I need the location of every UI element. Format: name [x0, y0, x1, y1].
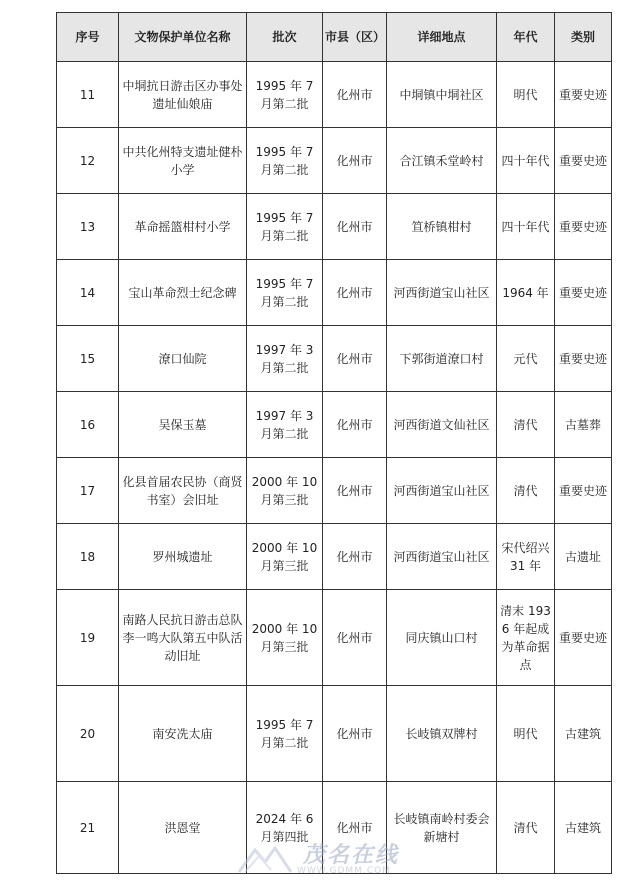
table-row — [57, 326, 612, 392]
table-row — [57, 392, 612, 458]
cell-city: 化州市 — [323, 782, 387, 874]
cell-location: 长岐镇双牌村 — [387, 686, 497, 782]
cell-batch: 1997 年 3 月第二批 — [247, 392, 323, 458]
cell-category: 重要史迹 — [555, 194, 612, 260]
table-row — [57, 590, 612, 686]
cell-era: 明代 — [497, 686, 555, 782]
cell-no: 13 — [57, 194, 119, 260]
cell-name: 罗州城遗址 — [119, 524, 247, 590]
cell-no: 17 — [57, 458, 119, 524]
cell-category: 重要史迹 — [555, 590, 612, 686]
cell-no: 15 — [57, 326, 119, 392]
cell-name: 洪恩堂 — [119, 782, 247, 874]
cell-era: 清末 1936 年起成为革命据点 — [497, 590, 555, 686]
table-row — [57, 458, 612, 524]
cell-no: 18 — [57, 524, 119, 590]
cell-city: 化州市 — [323, 260, 387, 326]
cell-name: 中垌抗日游击区办事处遗址仙娘庙 — [119, 62, 247, 128]
watermark-url: WWW.GDMM.COM — [297, 866, 391, 876]
header-location: 详细地点 — [387, 13, 497, 62]
cell-city: 化州市 — [323, 686, 387, 782]
cell-no: 20 — [57, 686, 119, 782]
cell-era: 清代 — [497, 782, 555, 874]
cell-name: 吴保玉墓 — [119, 392, 247, 458]
cell-category: 古建筑 — [555, 686, 612, 782]
cell-location: 河西街道宝山社区 — [387, 458, 497, 524]
cell-batch: 1995 年 7 月第二批 — [247, 686, 323, 782]
cell-location: 长岐镇南岭村委会新塘村 — [387, 782, 497, 874]
cell-name: 中共化州特支遗址健朴小学 — [119, 128, 247, 194]
cell-category: 重要史迹 — [555, 326, 612, 392]
cell-category: 重要史迹 — [555, 260, 612, 326]
header-no: 序号 — [57, 13, 119, 62]
table-row — [57, 194, 612, 260]
cell-batch: 1995 年 7 月第二批 — [247, 260, 323, 326]
cell-era: 元代 — [497, 326, 555, 392]
cell-category: 古墓葬 — [555, 392, 612, 458]
table-row — [57, 62, 612, 128]
table-row — [57, 686, 612, 782]
cell-name: 潦口仙院 — [119, 326, 247, 392]
cell-location: 笪桥镇柑村 — [387, 194, 497, 260]
cell-era: 四十年代 — [497, 194, 555, 260]
cell-location: 河西街道文仙社区 — [387, 392, 497, 458]
header-name: 文物保护单位名称 — [119, 13, 247, 62]
table-row — [57, 524, 612, 590]
cell-city: 化州市 — [323, 392, 387, 458]
cell-batch: 1995 年 7 月第二批 — [247, 128, 323, 194]
cell-batch: 1995 年 7 月第二批 — [247, 194, 323, 260]
cell-era: 宋代绍兴 31 年 — [497, 524, 555, 590]
cell-era: 清代 — [497, 458, 555, 524]
cell-city: 化州市 — [323, 194, 387, 260]
cell-category: 重要史迹 — [555, 62, 612, 128]
cell-city: 化州市 — [323, 128, 387, 194]
cell-batch: 2000 年 10 月第三批 — [247, 458, 323, 524]
header-era: 年代 — [497, 13, 555, 62]
cell-era: 四十年代 — [497, 128, 555, 194]
cell-no: 21 — [57, 782, 119, 874]
cell-category: 古建筑 — [555, 782, 612, 874]
cell-city: 化州市 — [323, 62, 387, 128]
cell-city: 化州市 — [323, 458, 387, 524]
header-batch: 批次 — [247, 13, 323, 62]
cell-no: 14 — [57, 260, 119, 326]
cell-name: 南路人民抗日游击总队李一鸣大队第五中队活动旧址 — [119, 590, 247, 686]
cell-location: 河西街道宝山社区 — [387, 260, 497, 326]
cell-era: 清代 — [497, 392, 555, 458]
cell-location: 合江镇禾堂岭村 — [387, 128, 497, 194]
heritage-table — [56, 12, 612, 874]
cell-location: 下郭街道潦口村 — [387, 326, 497, 392]
table-header-row — [57, 13, 612, 62]
cell-era: 明代 — [497, 62, 555, 128]
table-row — [57, 260, 612, 326]
cell-name: 南安冼太庙 — [119, 686, 247, 782]
cell-location: 中垌镇中垌社区 — [387, 62, 497, 128]
cell-no: 11 — [57, 62, 119, 128]
table-row — [57, 782, 612, 874]
table-row — [57, 128, 612, 194]
watermark-brand: 茂名在线 — [303, 843, 400, 868]
header-city: 市县（区） — [323, 13, 387, 62]
cell-no: 16 — [57, 392, 119, 458]
cell-batch: 1997 年 3 月第二批 — [247, 326, 323, 392]
header-category: 类别 — [555, 13, 612, 62]
cell-location: 河西街道宝山社区 — [387, 524, 497, 590]
cell-era: 1964 年 — [497, 260, 555, 326]
cell-no: 12 — [57, 128, 119, 194]
cell-city: 化州市 — [323, 524, 387, 590]
cell-location: 同庆镇山口村 — [387, 590, 497, 686]
cell-batch: 2024 年 6 月第四批 — [247, 782, 323, 874]
cell-category: 重要史迹 — [555, 128, 612, 194]
cell-city: 化州市 — [323, 590, 387, 686]
cell-batch: 1995 年 7 月第二批 — [247, 62, 323, 128]
cell-name: 革命摇篮柑村小学 — [119, 194, 247, 260]
cell-category: 重要史迹 — [555, 458, 612, 524]
cell-category: 古遗址 — [555, 524, 612, 590]
cell-name: 化县首届农民协（商贤书室）会旧址 — [119, 458, 247, 524]
cell-city: 化州市 — [323, 326, 387, 392]
cell-name: 宝山革命烈士纪念碑 — [119, 260, 247, 326]
cell-no: 19 — [57, 590, 119, 686]
cell-batch: 2000 年 10 月第三批 — [247, 524, 323, 590]
cell-batch: 2000 年 10 月第三批 — [247, 590, 323, 686]
